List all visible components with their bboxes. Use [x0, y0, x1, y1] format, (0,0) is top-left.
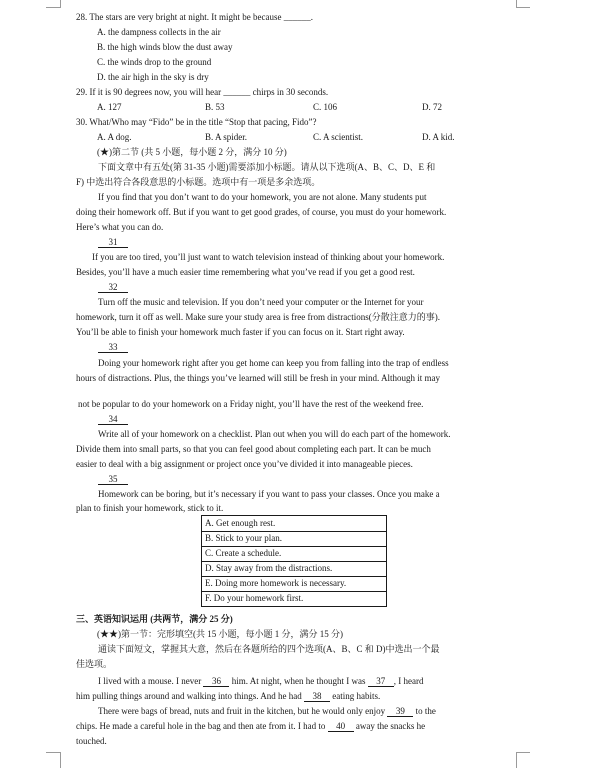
- option-a: A. Get enough rest.: [205, 518, 276, 528]
- paragraph-34: Write all of your homework on a checklist. Plan out when you will do each part of the homework.: [98, 429, 451, 439]
- paragraph-31: If you are too tired, you’ll just want to watch television instead of thinking about your homework.: [92, 252, 445, 262]
- blank-38-number: 38: [304, 691, 330, 702]
- blank-37-number: 37: [368, 676, 394, 687]
- part-3-subheading: (★★)第一节：完形填空(共 15 小题，每小题 1 分，满分 15 分): [97, 629, 343, 639]
- paragraph-35: Homework can be boring, but it’s necessary if you want to pass your classes. Once you make a: [98, 489, 440, 499]
- paragraph-35: plan to finish your homework, stick to it.: [76, 503, 224, 513]
- cloze-line-2: [76, 691, 380, 702]
- blank-31-number: 31: [98, 237, 128, 248]
- crop-mark-bottom-left-h: [46, 752, 60, 753]
- blank-32: [98, 282, 128, 293]
- options-box: [201, 515, 387, 607]
- section-2-heading: (★)第二节 (共 5 小题，每小题 2 分，满分 10 分): [97, 147, 287, 157]
- option-f: F. Do your homework first.: [205, 593, 304, 603]
- crop-mark-top-right-h: [516, 7, 530, 8]
- option-row: [202, 546, 386, 562]
- question-28-option-c: C. the winds drop to the ground: [97, 57, 212, 67]
- cloze-line-1: [98, 676, 423, 687]
- paragraph-33: Doing your homework right after you get home can keep you from falling into the trap of endless: [98, 358, 449, 368]
- option-row: [202, 531, 386, 547]
- blank-34: [98, 414, 128, 425]
- section-2-instruction-cont: F) 中选出符合各段意思的小标题。选项中有一项是多余选项。: [76, 177, 321, 187]
- section-2-instruction: 下面文章中有五处(第 31-35 小题)需要添加小标题。请从以下选项(A、B、C、D、E 和: [98, 162, 436, 172]
- cloze-text: There were bags of bread, nuts and fruit in the kitchen, but he would only enjoy: [98, 706, 386, 716]
- cloze-text: to the: [415, 706, 436, 716]
- cloze-line-5: touched.: [76, 736, 107, 746]
- option-e: E. Doing more homework is necessary.: [205, 578, 347, 588]
- crop-mark-top-left-h: [46, 7, 60, 8]
- blank-33: [98, 342, 128, 353]
- option-row: [202, 576, 386, 592]
- question-28-stem: 28. The stars are very bright at night. It might be because ______.: [76, 12, 314, 22]
- part-3-instruction-cont: 佳选项。: [76, 659, 113, 669]
- question-28-option-a: A. the dampness collects in the air: [97, 27, 221, 37]
- question-30-option-a: A. A dog.: [97, 132, 132, 142]
- part-3-heading: 三、英语知识运用 (共两节，满分 25 分): [76, 614, 233, 624]
- paragraph-33: not be popular to do your homework on a Friday night, you’ll have the rest of the weekend free.: [78, 399, 424, 409]
- option-b: B. Stick to your plan.: [205, 533, 282, 543]
- blank-32-number: 32: [98, 282, 128, 293]
- paragraph-34: Divide them into small parts, so that you can feel good about completing each part. It can be much: [76, 444, 431, 454]
- blank-35: [98, 474, 128, 485]
- blank-33-number: 33: [98, 342, 128, 353]
- cloze-text: , I heard: [393, 676, 424, 686]
- question-29-option-b: B. 53: [205, 102, 225, 112]
- question-29-option-d: D. 72: [422, 102, 442, 112]
- cloze-line-4: [76, 721, 425, 732]
- paragraph-31: Besides, you’ll have a much easier time remembering what you’ve read if you get a good rest.: [76, 267, 415, 277]
- crop-mark-top-left: [60, 0, 61, 8]
- blank-39-number: 39: [387, 706, 413, 717]
- question-30-option-b: B. A spider.: [205, 132, 248, 142]
- part-3-instruction: 通读下面短文，掌握其大意，然后在各题所给的四个选项(A、B、C 和 D)中选出一个最: [98, 644, 440, 654]
- question-29-option-a: A. 127: [97, 102, 122, 112]
- cloze-line-3: [98, 706, 436, 717]
- crop-mark-bottom-left: [60, 752, 61, 768]
- passage-intro: Here’s what you can do.: [76, 222, 164, 232]
- blank-36-number: 36: [203, 676, 229, 687]
- option-c: C. Create a schedule.: [205, 548, 282, 558]
- passage-intro: doing their homework off. But if you want to get good grades, of course, you must do your homework.: [76, 207, 447, 217]
- cloze-text: him pulling things around and walking into things. And he had: [76, 691, 302, 701]
- question-29-stem: 29. If it is 90 degrees now, you will hear ______ chirps in 30 seconds.: [76, 87, 329, 97]
- paragraph-32: You’ll be able to finish your homework much faster if you can focus on it. Start right away.: [76, 327, 405, 337]
- cloze-text: chips. He made a careful hole in the bag and then ate from it. I had to: [76, 721, 326, 731]
- question-30-stem: 30. What/Who may “Fido” be in the title “Stop that pacing, Fido”?: [76, 117, 317, 127]
- option-row: [202, 561, 386, 577]
- cloze-text: away the snacks he: [355, 721, 426, 731]
- option-d: D. Stay away from the distractions.: [205, 563, 333, 573]
- paragraph-34: easier to deal with a big assignment or project once you’ve divided it into manageable pieces.: [76, 459, 413, 469]
- option-row: [202, 516, 386, 532]
- paragraph-32: homework, turn it off as well. Make sure your study area is free from distractions(分散注意力的事).: [76, 312, 440, 322]
- blank-40-number: 40: [328, 721, 354, 732]
- question-28-option-d: D. the air high in the sky is dry: [97, 72, 209, 82]
- cloze-text: I lived with a mouse. I never: [98, 676, 202, 686]
- blank-34-number: 34: [98, 414, 128, 425]
- blank-35-number: 35: [98, 474, 128, 485]
- crop-mark-bottom-right: [516, 752, 517, 768]
- passage-intro: If you find that you don’t want to do your homework, you are not alone. Many students put: [98, 192, 427, 202]
- paragraph-32: Turn off the music and television. If you don’t need your computer or the Internet for your: [98, 297, 424, 307]
- crop-mark-bottom-right-h: [516, 752, 530, 753]
- cloze-text: eating habits.: [332, 691, 381, 701]
- question-30-option-d: D. A kid.: [422, 132, 455, 142]
- question-30-option-c: C. A scientist.: [313, 132, 364, 142]
- question-29-option-c: C. 106: [313, 102, 338, 112]
- option-row: [202, 591, 386, 606]
- cloze-text: him. At night, when he thought I was: [231, 676, 366, 686]
- paragraph-33: hours of distractions. Plus, the things you’ve learned will still be fresh in your mind. Although it may: [76, 373, 440, 383]
- question-28-option-b: B. the high winds blow the dust away: [97, 42, 233, 52]
- blank-31: [98, 237, 128, 248]
